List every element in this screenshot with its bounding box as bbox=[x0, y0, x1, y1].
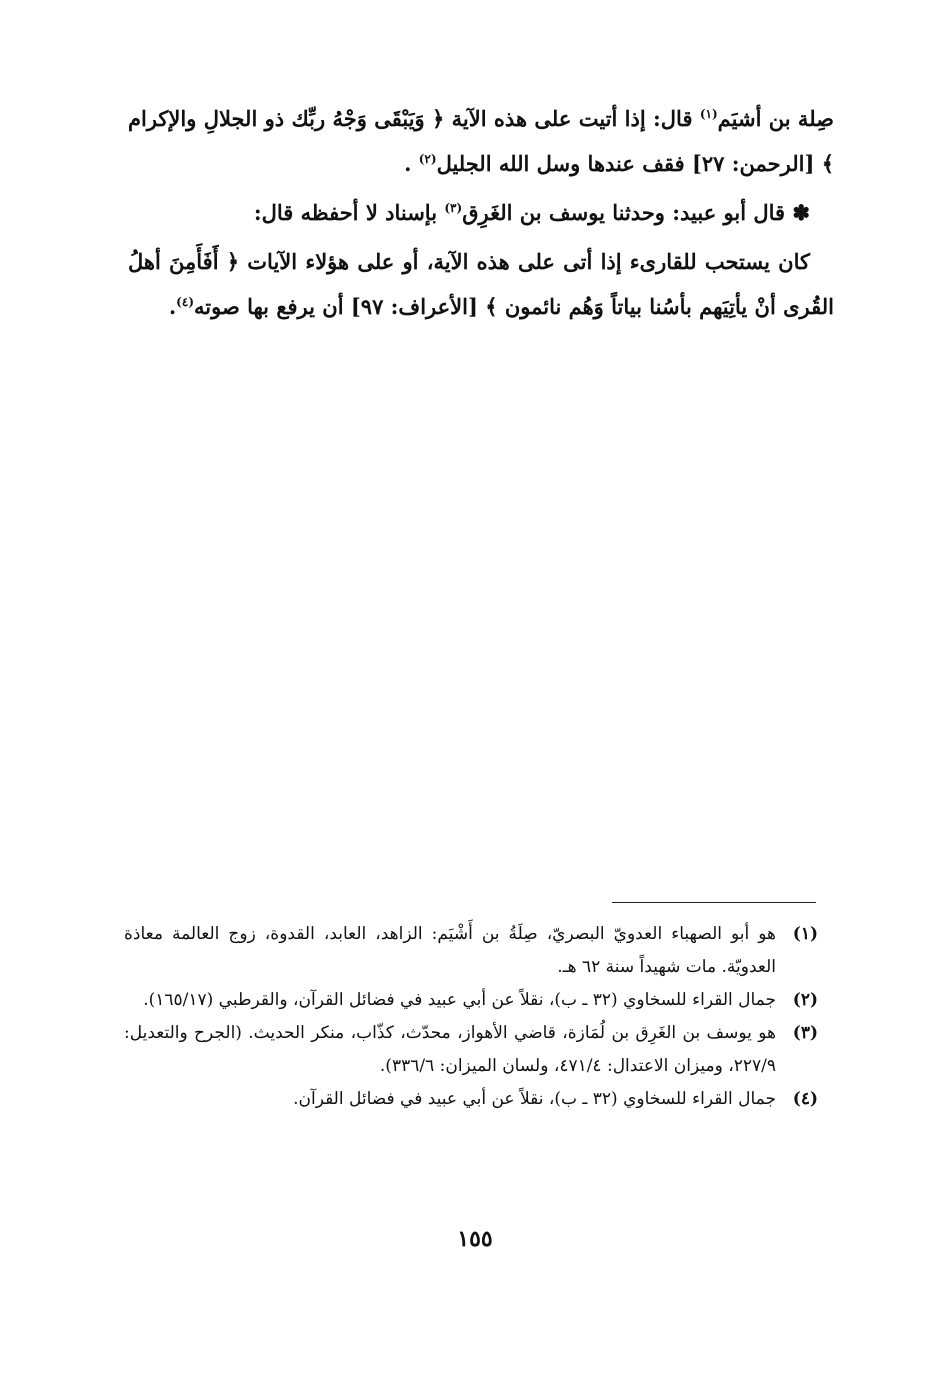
footnote-ref-1[interactable]: (١) bbox=[699, 107, 718, 121]
footnote-3: (٣) هو يوسف بن الغَرِق بن لُمَازة، قاضي الأهواز، محدّث، كذّاب، منكر الحديث. (الجرح والتعديل: ٢٢٧/٩، وميزان الاعتدال: ٤٧١/٤، ولسان الميزان: ٣٣٦/٦). bbox=[124, 1023, 818, 1076]
footnote-2: (٢) جمال القراء للسخاوي (٣٢ ـ ب)، نقلاً عن أبي عبيد في فضائل القرآن، والقرطبي (١٦٥/١٧). bbox=[143, 990, 818, 1010]
page-number: ١٥٥ bbox=[457, 1226, 493, 1252]
footnotes bbox=[124, 918, 818, 1116]
paragraph-2: ✽ قال أبو عبيد: وحدثنا يوسف بن الغَرِق$^{(٣)}$ بإسناد لا أحفظه قال: bbox=[253, 200, 810, 225]
footnote-divider bbox=[612, 902, 816, 903]
paragraph-3: كان يستحب للقارىء إذا أتى على هذه الآية، أو على هؤلاء الآيات ﴿ أَفَأَمِنَ أهلُ القُرى أنْ يأتِيَهم بأسُنا بياتاً وَهُم نائمون ﴾ [الأعراف: ٩٧] أن يرفع بها صوته$^{(٤)}$. bbox=[128, 249, 834, 319]
footnote-ref-3[interactable]: (٣) bbox=[444, 201, 463, 215]
footnote-4: (٤) جمال القراء للسخاوي (٣٢ ـ ب)، نقلاً عن أبي عبيد في فضائل القرآن. bbox=[293, 1089, 818, 1109]
footnote-ref-4[interactable]: (٤) bbox=[176, 295, 194, 309]
footnote-ref-2[interactable]: (٢) bbox=[418, 152, 437, 166]
paragraph-1: صِلة بن أشيَم$^{(١)}$ قال: إذا أتيت على هذه الآية ﴿ وَيَبْقَى وَجْهُ ربِّك ذو الجلالِ والإكرام ﴾ [الرحمن: ٢٧] فقف عندها وسل الله الجليل$^{(٢)}$ . bbox=[128, 106, 834, 176]
main-text bbox=[128, 96, 834, 329]
footnote-1: (١) هو أبو الصهباء العدويّ البصريّ، صِلَةُ بن أَشْيَم: الزاهد، العابد، القدوة، زوج العالمة معاذة العدويّة. مات شهيداً سنة ٦٢ هـ. bbox=[124, 924, 818, 977]
